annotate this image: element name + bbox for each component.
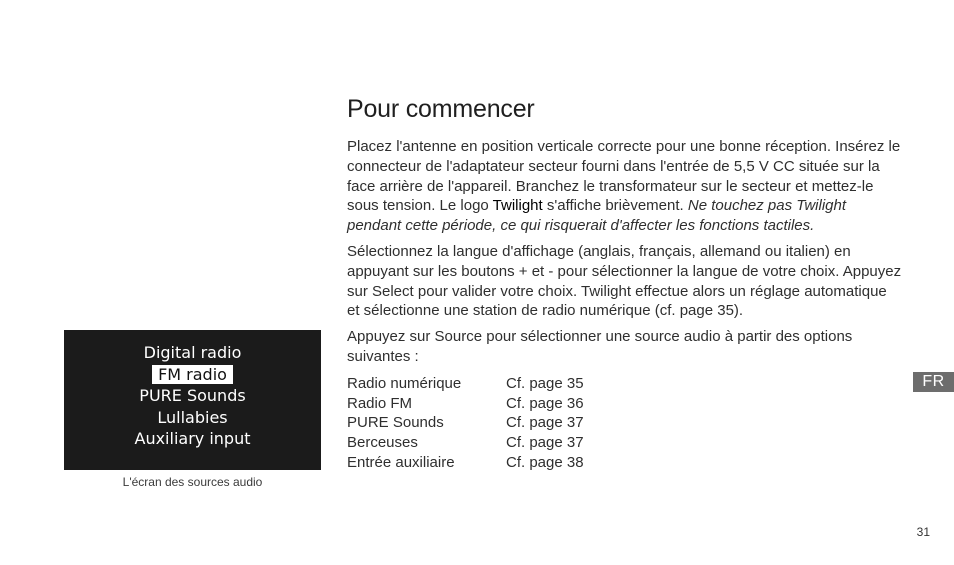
source-name: Radio numérique [347, 374, 462, 392]
screen-menu-item-label: Auxiliary input [134, 429, 251, 448]
source-name: PURE Sounds [347, 414, 444, 432]
body-text [347, 137, 902, 473]
device-screen-illustration [64, 330, 321, 470]
source-row [347, 413, 584, 433]
source-ref: Cf. page 37 [506, 434, 584, 452]
screen-caption: L'écran des sources audio [122, 475, 263, 489]
paragraph-setup-text-2: s'affiche brièvement. [542, 197, 688, 215]
paragraph-language: Sélectionnez la langue d'affichage (anglais, français, allemand ou italien) en appuyant sur les boutons + et - pour sélectionner la langue de votre choix. Appuyez sur Select pour valider votre choix. Twilight effectue alors un réglage automatique et sélectionne une station de radio numérique (cf. page 35). [347, 242, 902, 320]
source-ref: Cf. page 38 [506, 453, 584, 471]
language-tab: FR [913, 372, 954, 392]
source-row [347, 433, 584, 453]
source-list [347, 374, 584, 473]
screen-menu-item [64, 428, 321, 450]
source-name: Radio FM [347, 394, 413, 412]
source-row [347, 374, 584, 394]
source-ref: Cf. page 37 [506, 414, 584, 432]
warning-italic-text: Ne touchez pas Twilight pendant cette période, ce qui risquerait d'affecter les fonctions tactiles. [347, 197, 847, 235]
page-number: 31 [916, 525, 930, 539]
page-title: Pour commencer [347, 95, 535, 123]
source-ref: Cf. page 35 [506, 374, 584, 392]
screen-menu-item-label: FM radio [152, 365, 233, 384]
source-name: Entrée auxiliaire [347, 453, 455, 471]
source-name: Berceuses [347, 434, 418, 452]
screen-menu-item [64, 385, 321, 407]
source-ref: Cf. page 36 [506, 394, 584, 412]
paragraph-setup-text: Placez l'antenne en position verticale correcte pour une bonne réception. Insérez le connecteur de l'adaptateur secteur fourni dans l'entrée de 5,5 V CC située sur la face arrière de l'appareil. Branchez le transformateur sur le secteur et mettez-le sous tension. Le logo [347, 138, 901, 215]
screen-menu-item-label: Digital radio [143, 343, 242, 362]
twilight-logo-text: Twilight [492, 197, 543, 215]
screen-menu-item-label: Lullabies [157, 407, 228, 427]
source-row [347, 453, 584, 473]
screen-menu-item-selected [64, 364, 321, 386]
screen-menu-item [64, 342, 321, 364]
paragraph-setup [347, 137, 902, 236]
source-row [347, 394, 584, 414]
paragraph-source: Appuyez sur Source pour sélectionner une source audio à partir des options suivantes : [347, 328, 853, 365]
screen-menu-item [64, 407, 321, 429]
screen-menu-item-label: PURE Sounds [139, 386, 246, 405]
